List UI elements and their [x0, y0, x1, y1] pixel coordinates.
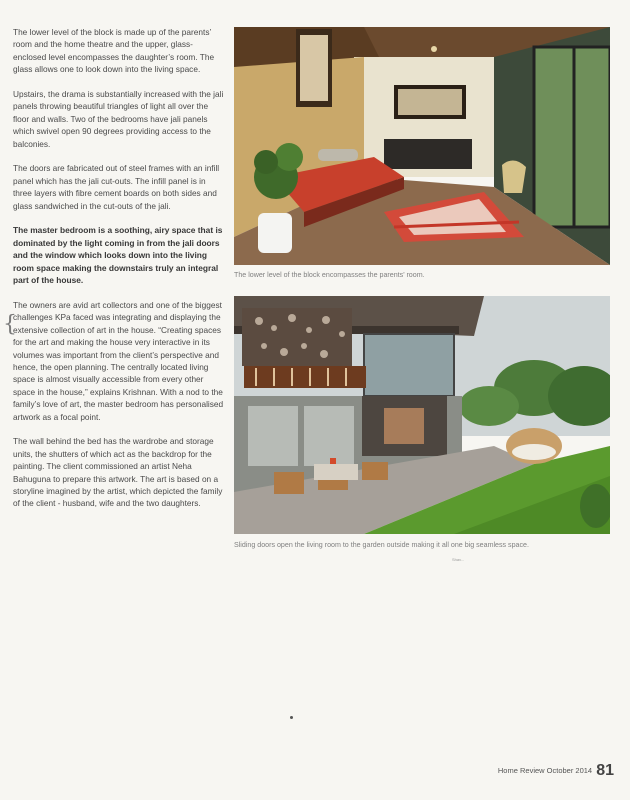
- bedroom-photo: [234, 27, 610, 265]
- paragraph-4: The owners are avid art collectors and one of the biggest challenges KPa faced was integrating and displaying the extensive collection of art in the house. “Creating spaces for the art and making the house very interactive in its volumes was important from the client’s perspective and hence, the open planning. The centrally located living space is almost visually accessible from every other space in the house,” explains Krishnan. With a nod to the family’s love of art, the master bedroom has personalised artwork as a focal point.: [13, 299, 224, 422]
- paragraph-1: The lower level of the block is made up of the parents’ room and the home theatre and the upper, glass-enclosed level encompasses the daughter’s room. The glass allows one to look down into the living space.: [13, 27, 215, 75]
- pullquote-brace-icon: {: [3, 312, 17, 337]
- page-number: 81: [596, 762, 614, 779]
- paragraph-2: Upstairs, the drama is substantially increased with the jali panels throwing beautiful triangles of light all over the floor and walls. Two of the bedrooms have jali panels which swivel open 90 degrees providing access to the balconies.: [13, 89, 224, 149]
- pull-quote: The master bedroom is a soothing, airy space that is dominated by the light coming in from the jali doors and the window which looks down into the living room space making the downstairs truly an integral part of the house.: [13, 225, 223, 286]
- photo-caption-1: The lower level of the block encompasses the parents’ room.: [234, 271, 425, 279]
- print-dot: [290, 716, 293, 719]
- publication-name: Home Review October 2014: [497, 766, 593, 775]
- paragraph-5: The wall behind the bed has the wardrobe and storage units, the shutters of which act as the backdrop for the painting. The client commissioned an artist Neha Bahuguna to prepare this artwork. The art is based on a storyline imagined by the artist, which depicted the family of the client - husband, wife and the two daughters.: [13, 436, 223, 509]
- page-footer: [498, 762, 614, 780]
- paragraph-3: The doors are fabricated out of steel frames with an infill panel which has the jali cut-outs. The infill panel is in three layers with fibre cement boards on both sides and glass sandwiched in the cut-outs of the jali.: [13, 163, 220, 211]
- garden-exterior-photo: [234, 296, 610, 534]
- photo-credit: Shav...: [452, 557, 465, 562]
- photo-caption-2: Sliding doors open the living room to the garden outside making it all one big seamless space.: [234, 541, 529, 549]
- article-body: [13, 26, 225, 522]
